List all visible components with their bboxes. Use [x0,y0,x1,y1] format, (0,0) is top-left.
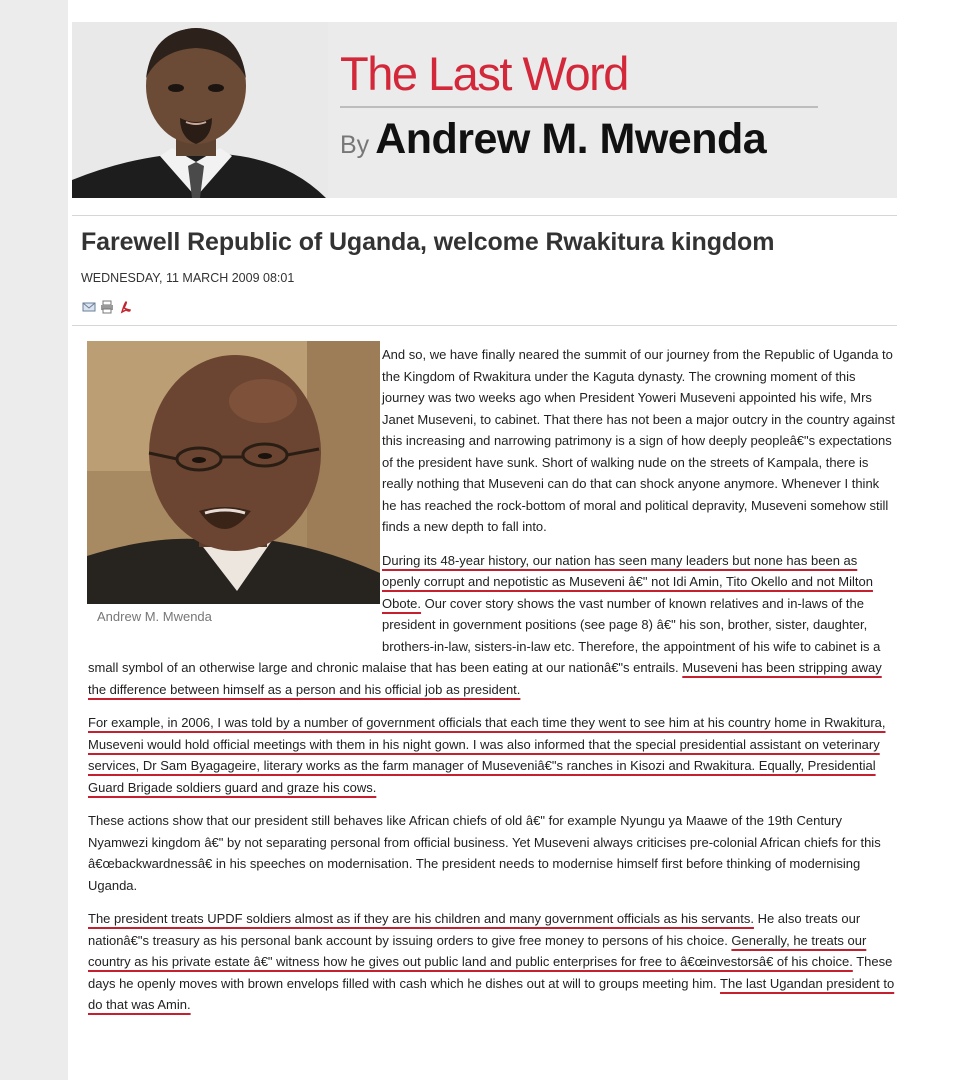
photo-spacer [88,344,382,640]
paragraph-5 [88,908,896,1016]
highlighted-text: During its 48-year history, our nation has seen many leaders but none has been as openly corrupt and nepotistic as Museveni â€" not Idi Amin, Tito Okello and not Milton Obote. [382,552,873,611]
byline [340,115,767,163]
photo-caption: Andrew M. Mwenda [97,609,212,624]
pdf-icon[interactable] [118,300,132,314]
banner-divider [340,106,818,108]
header-divider [72,215,897,216]
paragraph-1: And so, we have finally neared the summit of our journey from the Republic of Uganda to the Kingdom of Rwakitura under the Kaguta dynasty. The crowning moment of this journey was two weeks ago when President Yoweri Museveni appointed his wife, Mrs Janet Museveni, to cabinet. That there has not been a major outcry in the country against this increasing and narrowing patrimony is a sign of how deeply peopleâ€"s expectations of the president have sunk. Short of walking nude on the streets of Kampala, there is really nothing that Museveni can do that can shock anyone anymore. Whenever I think he has reached the rock-bottom of moral and political depravity, Museveni somehow still finds a new depth to fall into. [382,347,895,534]
article-tools [82,300,132,314]
byline-prefix: By [340,131,370,159]
tools-divider [72,325,897,326]
highlighted-text: The president treats UPDF soldiers almost as if they are his children and many government officials as his servants. [88,911,754,926]
article-dateline: WEDNESDAY, 11 MARCH 2009 08:01 [81,271,295,285]
paragraph-text: Our cover story shows the vast number of known relatives and in-laws of the president in government positions (see page 8) â€" his son, brother, sister, daughter, brothers-in-law, sisters-in-law etc. Therefore, the appointment of his wife to cabinet is a small symbol of an otherwise large and chronic malaise that has been eating at our nationâ€"s entrails. [88,595,881,675]
paragraph-4: These actions show that our president still behaves like African chiefs of old â€" for example Nyungu ya Maawe of the 19th Century Nyamwezi kingdom â€" by not separating personal from official business. Yet Museveni always criticises pre-colonial African chiefs for this â€œbackwardnessâ€ in his speeches on modernisation. The president needs to modernise himself first before thinking of modernising Uganda. [88,813,881,893]
paragraph-text: He also treats our nationâ€"s treasury as his personal bank account by issuing orders to give free money to persons of his choice. [88,911,861,948]
paragraph-3 [88,712,896,798]
author-portrait [72,22,328,198]
column-title: The Last Word [340,47,628,100]
paragraph-text: These days he openly moves with brown envelops filled with cash which he dishes out at will to groups meeting him. [88,954,893,991]
highlighted-text: The last Ugandan president to do that was Amin. [88,975,895,1012]
article-headline[interactable]: Farewell Republic of Uganda, welcome Rwakitura kingdom [81,228,775,256]
column-banner [72,22,897,198]
highlighted-text: For example, in 2006, I was told by a number of government officials that each time they went to see him at his country home in Rwakitura, Museveni would hold official meetings with them in his night gown. I was also informed that the special presidential assistant on veterinary services, Dr Sam Byagageire, literary works as the farm manager of Museveniâ€"s ranches in Kisozi and Rwakitura. Equally, Presidential Guard Brigade soldiers guard and graze his cows. [88,715,886,795]
email-icon[interactable] [82,300,96,314]
author-name: Andrew M. Mwenda [375,115,767,163]
article-page [68,0,953,1080]
print-icon[interactable] [100,300,114,314]
highlighted-text: Generally, he treats our country as his private estate â€" witness how he gives out public land and public enterprises for free to â€œinvestorsâ€ of his choice. [88,932,867,969]
highlighted-text: Museveni has been stripping away the difference between himself as a person and his official job as president. [88,660,882,697]
article-body [88,344,896,1028]
